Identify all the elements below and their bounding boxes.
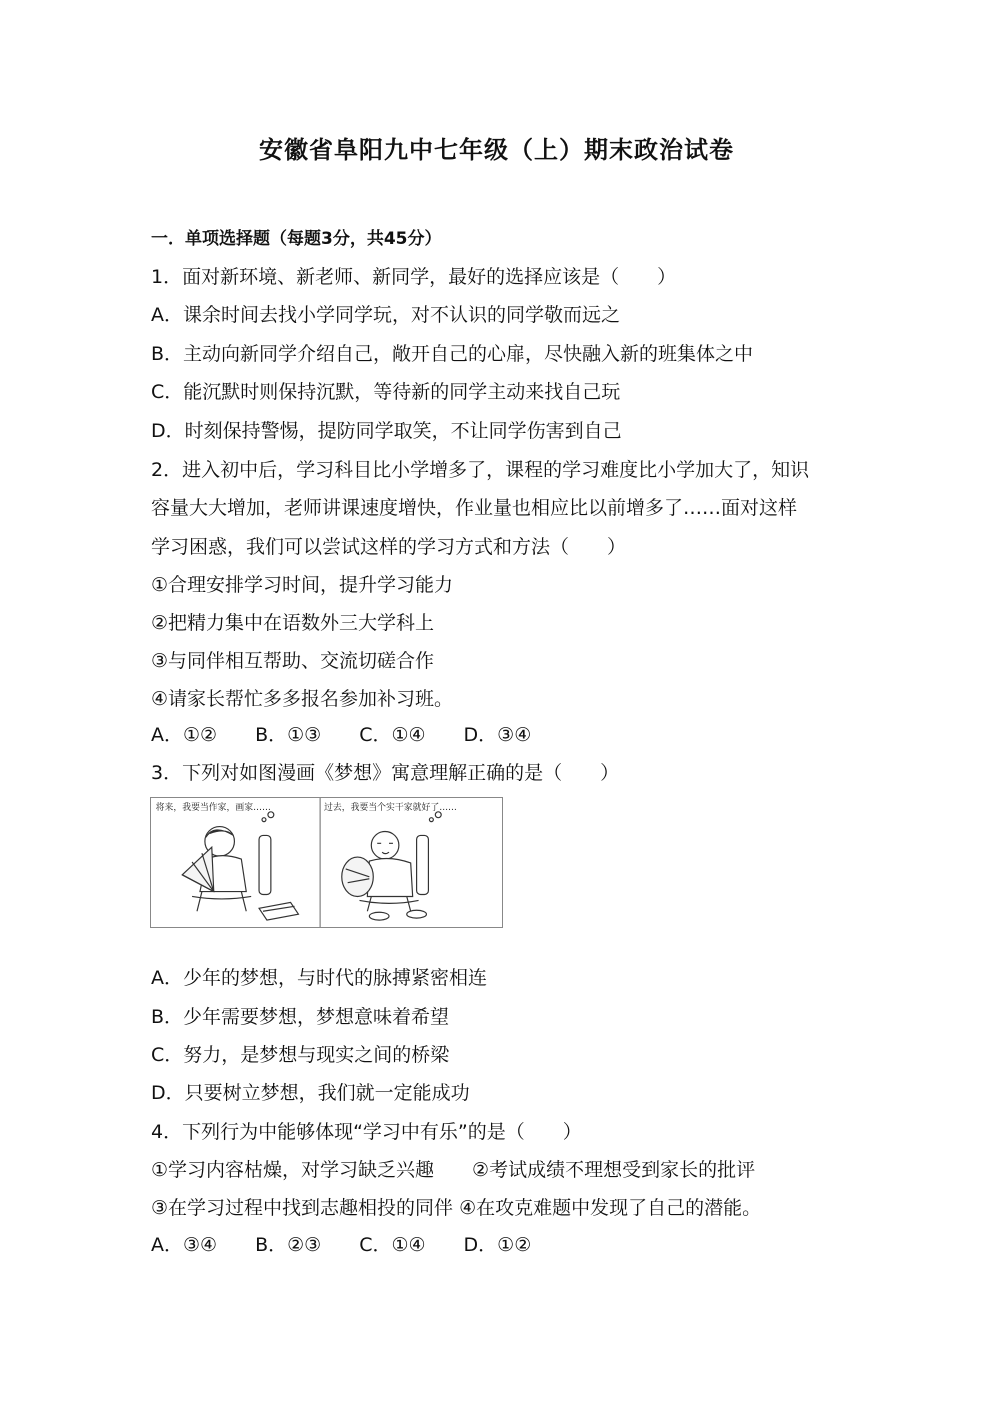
comic-left-caption: 将来，我要当作家，画家……: [155, 802, 271, 813]
page-title: 安徽省阜阳九中七年级（上）期末政治试卷: [259, 135, 734, 164]
question-4-items-line-1: ①学习内容枯燥，对学习缺乏兴趣 ②考试成绩不理想受到家长的批评: [151, 1159, 756, 1181]
question-4-choice-d: D．①②: [463, 1234, 532, 1256]
question-1-option-c: C．能沉默时则保持沉默，等待新的同学主动来找自己玩: [151, 381, 621, 403]
section-heading: 一．单项选择题（每题3分，共45分）: [151, 229, 442, 249]
question-2-choice-d: D．③④: [463, 724, 532, 746]
question-4-items-line-2: ③在学习过程中找到志趣相投的同伴 ④在攻克难题中发现了自己的潜能。: [151, 1197, 762, 1219]
question-2-item-2: ②把精力集中在语数外三大学科上: [151, 612, 435, 634]
question-4-choice-a: A．③④: [151, 1234, 218, 1256]
question-2-choices: [151, 722, 851, 748]
question-2-stem-line-2: 容量大大增加，老师讲课速度增快，作业量也相应比以前增多了……面对这样: [151, 497, 798, 519]
question-4-stem: 4．下列行为中能够体现“学习中有乐”的是（ ）: [151, 1121, 582, 1143]
question-3-stem: 3．下列对如图漫画《梦想》寓意理解正确的是（ ）: [151, 762, 620, 784]
question-3-option-a: A．少年的梦想，与时代的脉搏紧密相连: [151, 967, 487, 989]
comic-right-caption: 过去，我要当个实干家就好了……: [324, 802, 457, 813]
dream-comic-image: [150, 797, 503, 928]
question-3-option-b: B．少年需要梦想，梦想意味着希望: [151, 1006, 450, 1028]
question-2-choice-b: B．①③: [255, 724, 322, 746]
question-4-choices: [151, 1232, 851, 1258]
comic-old-man-figure: [342, 812, 441, 920]
question-1-option-d: D．时刻保持警惕，提防同学取笑，不让同学伤害到自己: [151, 420, 622, 442]
question-2-choice-a: A．①②: [151, 724, 218, 746]
question-2-item-3: ③与同伴相互帮助、交流切磋合作: [151, 650, 435, 672]
question-2-choice-c: C．①④: [359, 724, 426, 746]
question-1-option-a: A．课余时间去找小学同学玩，对不认识的同学敬而远之: [151, 304, 620, 326]
comic-boy-figure: [182, 812, 298, 920]
question-2-item-1: ①合理安排学习时间，提升学习能力: [151, 574, 454, 596]
question-1-stem: 1．面对新环境、新老师、新同学，最好的选择应该是（ ）: [151, 266, 677, 288]
question-4-choice-c: C．①④: [359, 1234, 426, 1256]
question-3-option-d: D．只要树立梦想，我们就一定能成功: [151, 1082, 470, 1104]
question-2-stem-line-1: 2．进入初中后，学习科目比小学增多了，课程的学习难度比小学加大了，知识: [151, 459, 810, 481]
question-2-item-4: ④请家长帮忙多多报名参加补习班。: [151, 688, 454, 710]
question-1-option-b: B．主动向新同学介绍自己，敞开自己的心扉，尽快融入新的班集体之中: [151, 343, 754, 365]
question-3-option-c: C．努力，是梦想与现实之间的桥梁: [151, 1044, 450, 1066]
question-4-choice-b: B．②③: [255, 1234, 322, 1256]
dream-comic-drawing: [151, 798, 502, 927]
question-2-stem-line-3: 学习困惑，我们可以尝试这样的学习方式和方法（ ）: [151, 536, 627, 558]
